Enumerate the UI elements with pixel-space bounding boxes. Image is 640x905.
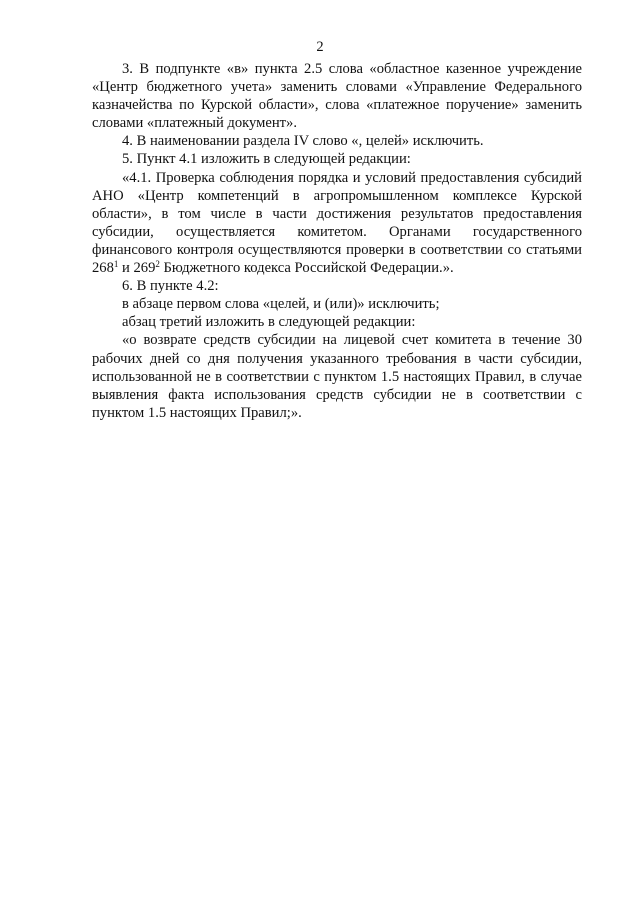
paragraph-item-5: 5. Пункт 4.1 изложить в следующей редакции: bbox=[122, 151, 411, 168]
clause-4-1-text-middle: и 269 bbox=[118, 260, 156, 277]
page-number: 2 bbox=[316, 39, 324, 55]
article-268-superscript: 1 bbox=[113, 259, 119, 270]
document-body bbox=[92, 60, 582, 422]
paragraph-first-abzac: в абзаце первом слова «целей, и (или)» исключить; bbox=[122, 296, 440, 313]
clause-4-1-text-start: «4.1. Проверка соблюдения порядка и условий предоставления субсидий АНО «Центр компетенций в агропромышленном комплексе Курской области», в том числе в части достижения результатов предоставления субсидии, осуществляется комитетом. Органами государственного финансового контроля осуществляются проверки в соответствии со статьями 268 bbox=[92, 169, 582, 277]
paragraph-clause-4-1 bbox=[92, 169, 582, 278]
paragraph-third-abzac: абзац третий изложить в следующей редакции: bbox=[122, 314, 416, 331]
paragraph-item-6: 6. В пункте 4.2: bbox=[122, 278, 219, 295]
paragraph-item-3: 3. В подпункте «в» пункта 2.5 слова «областное казенное учреждение «Центр бюджетного учета» заменить словами «Управление Федерального казначейства по Курской области», слова «платежное поручение» заменить словами «платежный документ». bbox=[92, 61, 582, 132]
paragraph-item-4: 4. В наименовании раздела IV слово «, целей» исключить. bbox=[122, 133, 484, 150]
clause-4-1-text-end: Бюджетного кодекса Российской Федерации.». bbox=[159, 260, 454, 277]
paragraph-new-third-abzac: «о возврате средств субсидии на лицевой счет комитета в течение 30 рабочих дней со дня получения указанного требования в части субсидии, использованной не в соответствии с пунктом 1.5 настоящих Правил, в случае выявления факта использования средств субсидии не в соответствии с пунктом 1.5 настоящих Правил;». bbox=[92, 332, 582, 421]
article-269-superscript: 2 bbox=[155, 259, 160, 270]
